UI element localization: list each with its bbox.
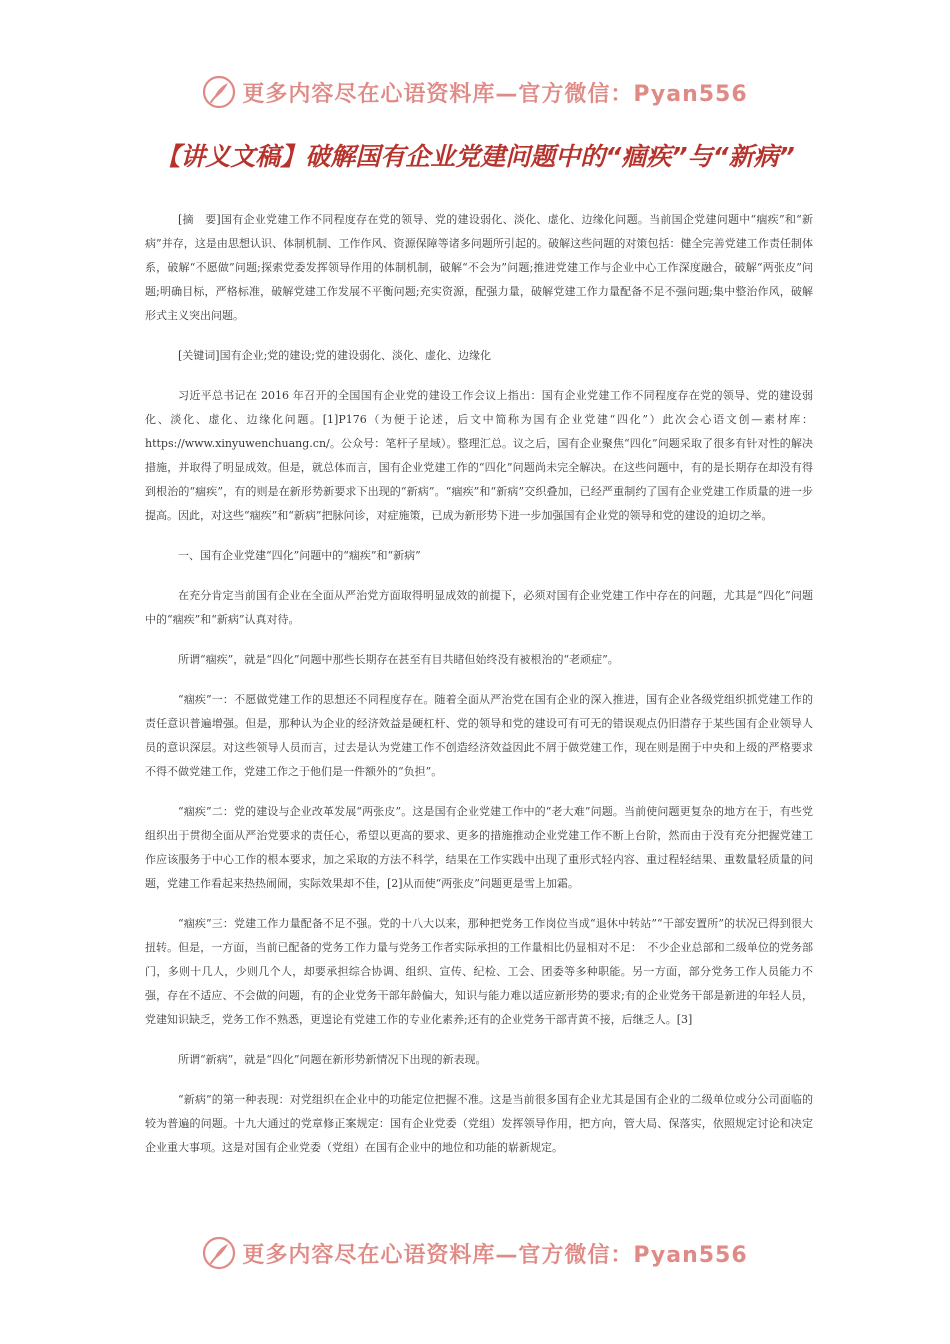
article-body [145,208,813,1176]
body-paragraph: 在充分肯定当前国有企业在全面从严治党方面取得明显成效的前提下，必须对国有企业党建工作中存在的问题，尤其是“四化”问题中的“痼疾”和“新病”认真对待。 [145,589,813,626]
abstract-paragraph: [摘 要]国有企业党建工作不同程度存在党的领导、党的建设弱化、淡化、虚化、边缘化问题。当前国企党建问题中“痼疾”和“新病”并存，这是由思想认识、体制机制、工作作风、资源保障等诸多问题所引起的。破解这些问题的对策包括：健全完善党建工作责任制体系，破解“不愿做”问题;探索党委发挥领导作用的体制机制，破解“不会为”问题;推进党建工作与企业中心工作深度融合，破解“两张皮”问题;明确目标，严格标准，破解党建工作发展不平衡问题;充实资源，配强力量，破解党建工作力量配备不足不强问题;集中整治作风，破解形式主义突出问题。 [145,213,813,322]
body-paragraph: “新病”的第一种表现：对党组织在企业中的功能定位把握不准。这是当前很多国有企业尤其是国有企业的二级单位或分公司面临的较为普遍的问题。十九大通过的党章修正案规定：国有企业党委（党组）发挥领导作用，把方向，管大局、保落实，依照规定讨论和决定企业重大事项。这是对国有企业党委（党组）在国有企业中的地位和功能的崭新规定。 [145,1093,813,1154]
body-paragraph: 所谓“痼疾”，就是“四化”问题中那些长期存在甚至有目共睹但始终没有被根治的“老顽症”。 [178,653,619,666]
footer-banner [0,1231,950,1275]
body-paragraph: “痼疾”一：不愿做党建工作的思想还不同程度存在。随着全面从严治党在国有企业的深入推进，国有企业各级党组织抓党建工作的责任意识普遍增强。但是，那种认为企业的经济效益是硬杠杆、党的领导和党的建设可有可无的错误观点仍旧潜存于某些国有企业领导人员的意识深层。对这些领导人员而言，过去是认为党建工作不创造经济效益因此不屑于做党建工作，现在则是囿于中央和上级的严格要求不得不做党建工作，党建工作之于他们是一件额外的“负担”。 [145,693,813,778]
feather-quill-logo-icon [202,1236,236,1270]
section-heading: 一、国有企业党建“四化”问题中的“痼疾”和“新病” [178,549,421,562]
banner-text: 更多内容尽在心语资料库—官方微信：Pyan556 [242,81,748,107]
banner-text: 更多内容尽在心语资料库—官方微信：Pyan556 [242,1242,748,1268]
feather-quill-logo-icon [202,75,236,109]
body-paragraph: “痼疾”三：党建工作力量配备不足不强。党的十八大以来，那种把党务工作岗位当成“退休中转站”“干部安置所”的状况已得到很大扭转。但是，一方面，当前已配备的党务工作力量与党务工作者实际承担的工作量相比仍显相对不足： 不少企业总部和二级单位的党务部门，多则十几人，少则几个人，却要承担综合协调、组织、宣传、纪检、工会、团委等多种职能。另一方面，部分党务工作人员能力不强，存在不适应、不会做的问题，有的企业党务干部年龄偏大，知识与能力难以适应新形势的要求;有的企业党务干部是新进的年轻人员，党建知识缺乏，党务工作不熟悉，更遑论有党建工作的专业化素养;还有的企业党务干部青黄不接，后继乏人。[3] [145,917,813,1026]
page-title: 【讲义文稿】破解国有企业党建问题中的“痼疾”与“新病” [155,142,795,171]
keywords-paragraph: [关键词]国有企业;党的建设;党的建设弱化、淡化、虚化、边缘化 [178,349,491,362]
body-paragraph: 习近平总书记在 2016 年召开的全国国有企业党的建设工作会议上指出：国有企业党建工作不同程度存在党的领导、党的建设弱化、淡化、虚化、边缘化问题。[1]P176（为便于论述，后文中简称为国有企业党建“四化”）此次会心语文创—素材库：https://www.xinyuwenchuang.cn/。公众号：笔杆子星域）。整理汇总。议之后，国有企业聚焦“四化”问题采取了很多有针对性的解决措施，并取得了明显成效。但是，就总体而言，国有企业党建工作的“四化”问题尚未完全解决。在这些问题中，有的是长期存在却没有得到根治的“痼疾”，有的则是在新形势新要求下出现的“新病”。“痼疾”和“新病”交织叠加，已经严重制约了国有企业党建工作质量的进一步提高。因此，对这些“痼疾”和“新病”把脉问诊，对症施策，已成为新形势下进一步加强国有企业党的领导和党的建设的迫切之举。 [145,389,813,522]
body-paragraph: “痼疾”二：党的建设与企业改革发展“两张皮”。这是国有企业党建工作中的“老大难”问题。当前使问题更复杂的地方在于，有些党组织出于贯彻全面从严治党要求的责任心，希望以更高的要求、更多的措施推动企业党建工作不断上台阶，然而由于没有充分把握党建工作应该服务于中心工作的根本要求，加之采取的方法不科学，结果在工作实践中出现了重形式轻内容、重过程轻结果、重数量轻质量的问题，党建工作看起来热热闹闹，实际效果却不佳，[2]从而使“两张皮”问题更是雪上加霜。 [145,805,813,890]
header-banner [0,70,950,114]
body-paragraph: 所谓“新病”，就是“四化”问题在新形势新情况下出现的新表现。 [178,1053,487,1066]
